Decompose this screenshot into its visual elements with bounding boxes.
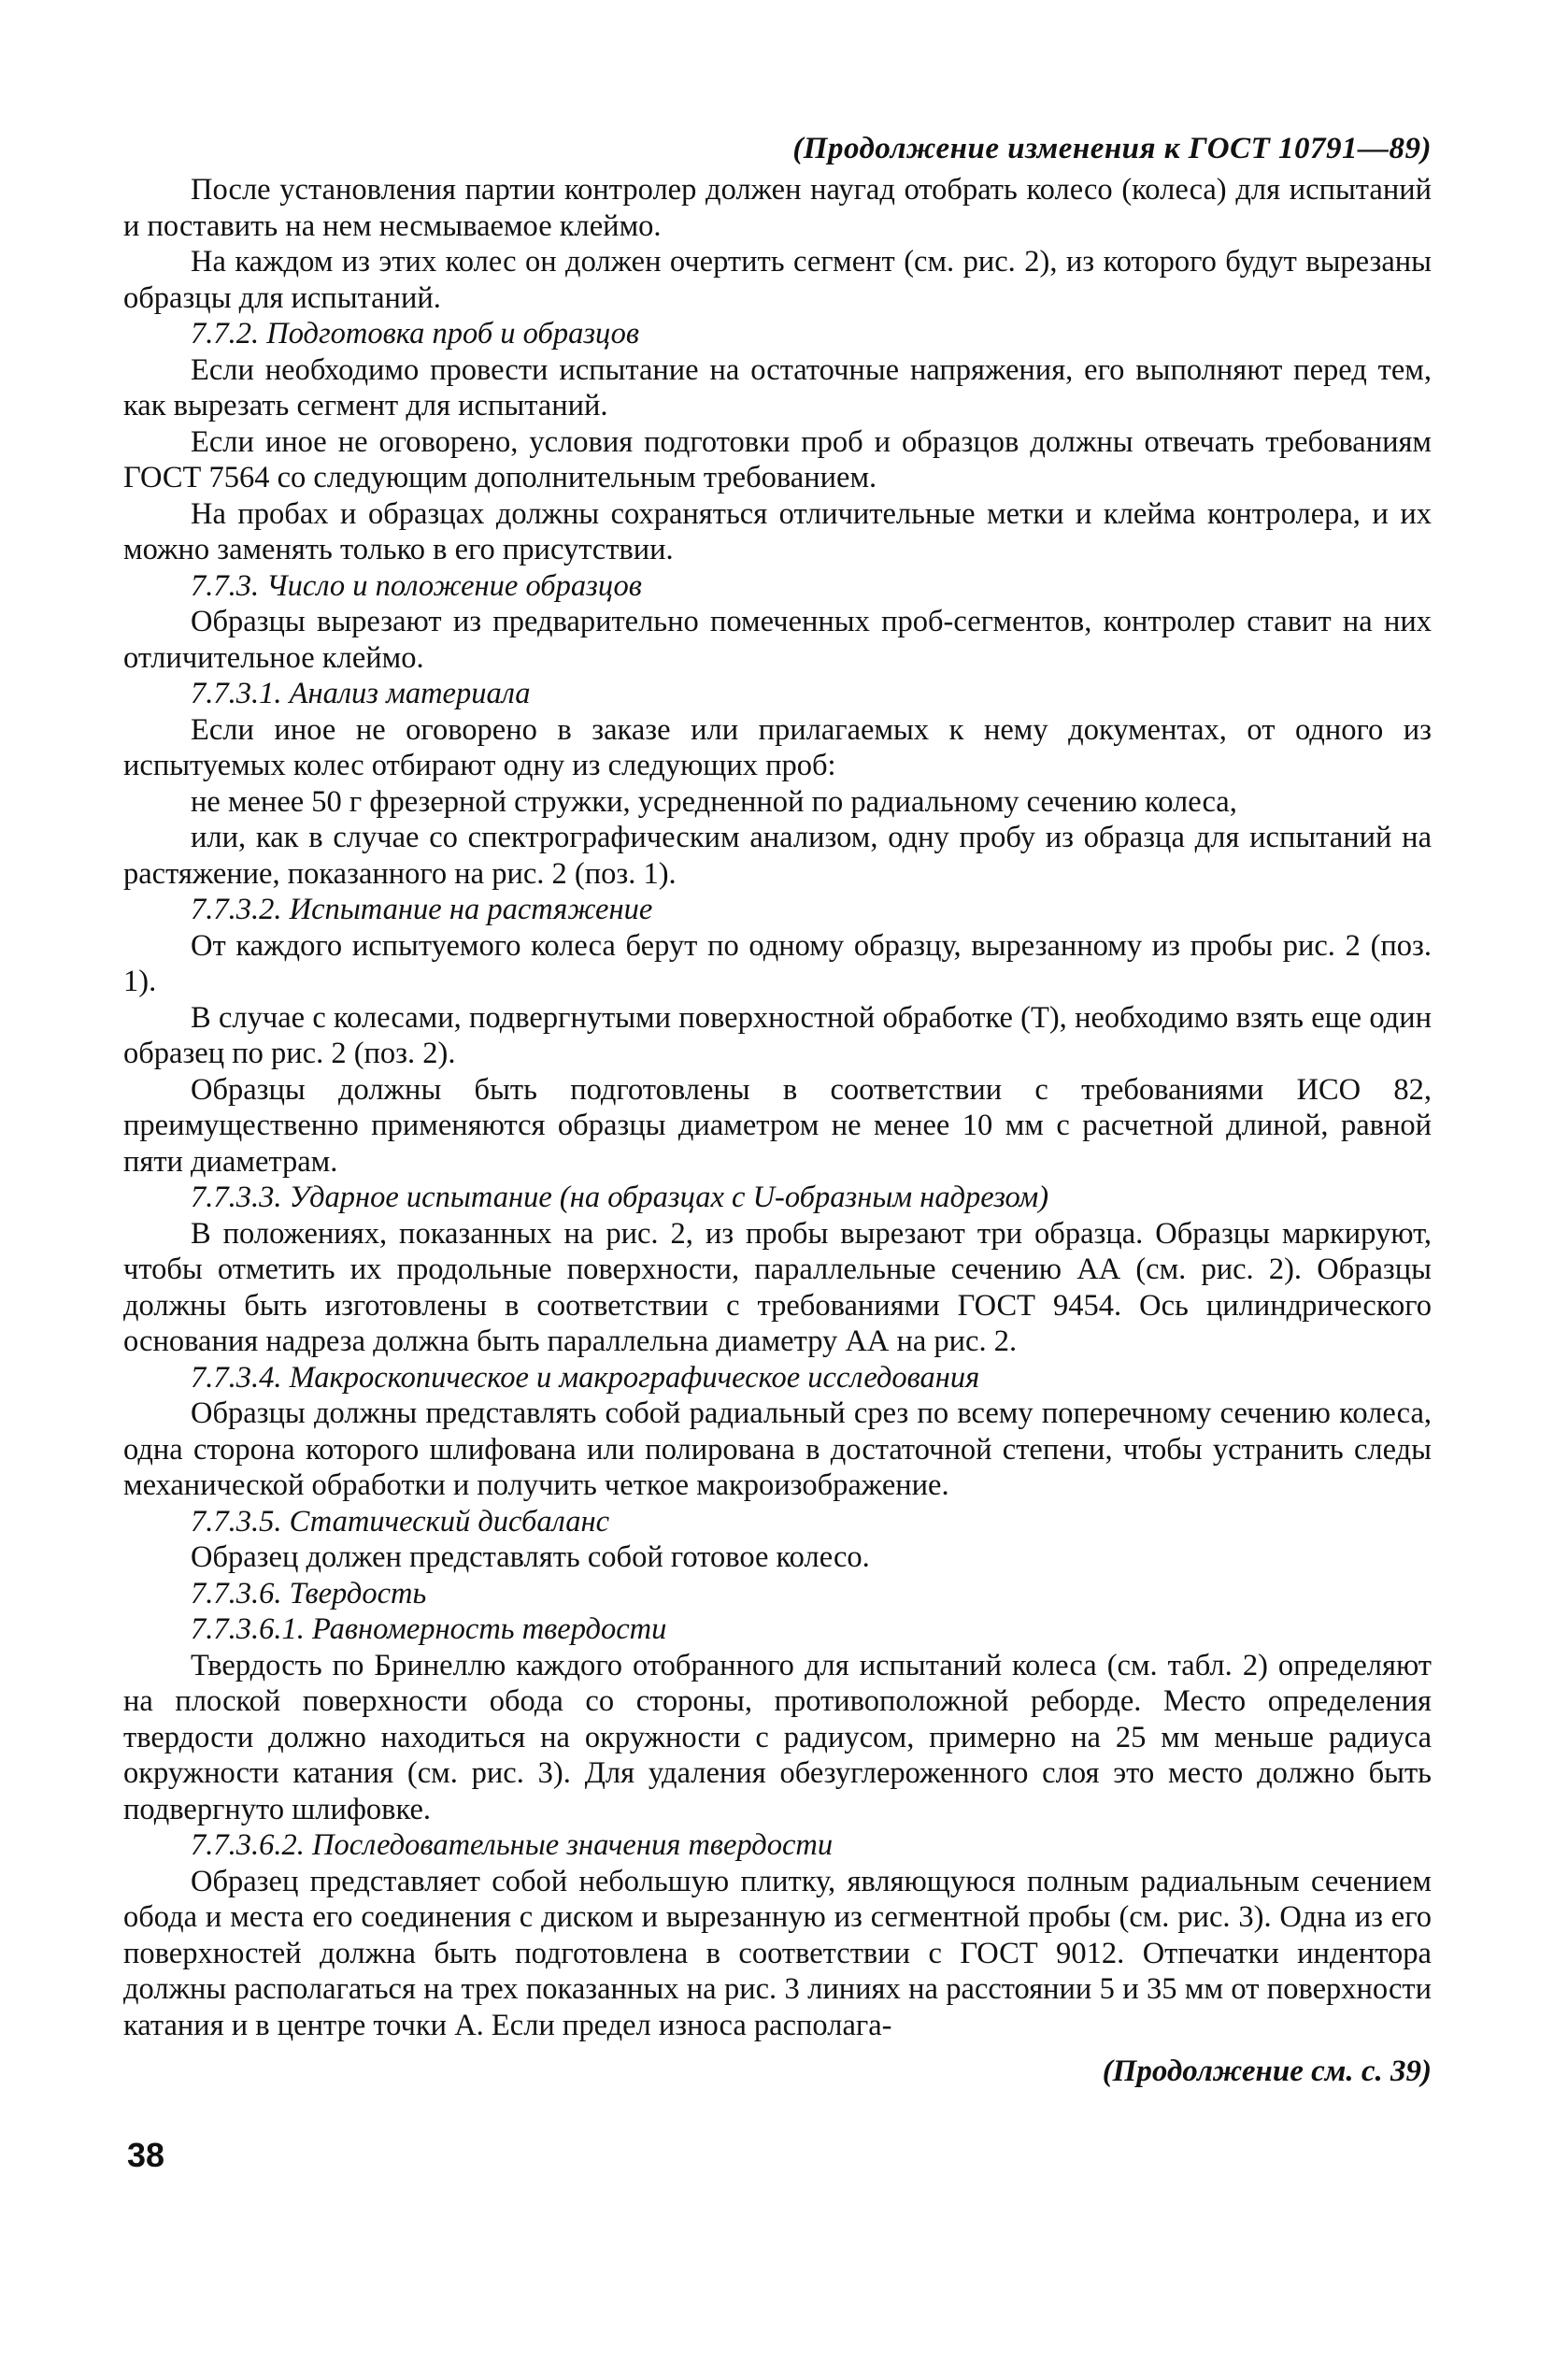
document-page bbox=[123, 131, 1432, 2090]
paragraph: Если необходимо провести испытание на остаточные напряжения, его выполняют перед тем, как вырезать сегмент для испытаний. bbox=[123, 352, 1432, 422]
body-text bbox=[123, 172, 1432, 2043]
paragraph: не менее 50 г фрезерной стружки, усредненной по радиальному сечению колеса, bbox=[191, 784, 1237, 819]
paragraph: Образцы должны быть подготовлены в соответствии с требованиями ИСО 82, преимущественно применяются образцы диаметром не менее 10 мм с расчетной длиной, равной пяти диаметрам. bbox=[123, 1072, 1432, 1179]
section-heading: 7.7.3.2. Испытание на растяжение bbox=[191, 893, 653, 926]
section-heading: 7.7.3.6.1. Равномерность твердости bbox=[191, 1612, 667, 1646]
section-heading: 7.7.3.3. Ударное испытание (на образцах с U-образным надрезом) bbox=[191, 1181, 1049, 1214]
paragraph: Образцы вырезают из предварительно помеченных проб-сегментов, контролер ставит на них отличительное клеймо. bbox=[123, 605, 1432, 675]
paragraph: В положениях, показанных на рис. 2, из пробы вырезают три образца. Образцы маркируют, чтобы отметить их продольные поверхности, параллельные сечению АА (см. рис. 2). Образцы должны быть изготовлены в соответствии с требованиями ГОСТ 9454. Ось цилиндрического основания надреза должна быть параллельна диаметру АА на рис. 2. bbox=[123, 1216, 1432, 1358]
paragraph: или, как в случае со спектрографическим анализом, одну пробу из образца для испытаний на растяжение, показанного на рис. 2 (поз. 1). bbox=[123, 821, 1432, 891]
section-heading: 7.7.3.5. Статический дисбаланс bbox=[191, 1504, 610, 1539]
section-heading: 7.7.3. Число и положение образцов bbox=[191, 568, 642, 603]
paragraph: На пробах и образцах должны сохраняться отличительные метки и клейма контролера, и их можно заменять только в его присутствии. bbox=[123, 496, 1432, 566]
running-head: (Продолжение изменения к ГОСТ 10791—89) bbox=[792, 132, 1432, 165]
section-heading: 7.7.3.6.2. Последовательные значения твердости bbox=[191, 1828, 834, 1862]
paragraph: Твердость по Бринеллю каждого отобранного для испытаний колеса (см. табл. 2) определяют на плоской поверхности обода со стороны, противоположной реборде. Место определения твердости должно находиться на окружности с радиусом, примерно на 25 мм меньше радиуса окружности катания (см. рис. 3). Для удаления обезуглероженного слоя это место должно быть подвергнуто шлифовке. bbox=[123, 1648, 1432, 1826]
paragraph: От каждого испытуемого колеса берут по одному образцу, вырезанному из пробы рис. 2 (поз. 1). bbox=[123, 928, 1432, 998]
section-heading: 7.7.3.1. Анализ материала bbox=[191, 677, 531, 710]
section-heading: 7.7.2. Подготовка проб и образцов bbox=[191, 317, 640, 351]
paragraph: Если иное не оговорено, условия подготовки проб и образцов должны отвечать требованиям ГОСТ 7564 со следующим дополнительным требованием. bbox=[123, 424, 1432, 494]
paragraph: Образцы должны представлять собой радиальный срез по всему поперечному сечению колеса, одна сторона которого шлифована или полирована в достаточной степени, чтобы устранить следы механической обработки и получить четкое макроизображение. bbox=[123, 1396, 1432, 1502]
paragraph: После установления партии контролер должен наугад отобрать колесо (колеса) для испытаний и поставить на нем несмываемое клеймо. bbox=[123, 173, 1432, 243]
section-heading: 7.7.3.6. Твердость bbox=[191, 1576, 427, 1610]
paragraph: На каждом из этих колес он должен очертить сегмент (см. рис. 2), из которого будут вырезаны образцы для испытаний. bbox=[123, 245, 1432, 315]
page-number: 38 bbox=[127, 2136, 165, 2174]
continuation-note: (Продолжение см. с. 39) bbox=[1102, 2054, 1432, 2088]
paragraph: Образец должен представлять собой готовое колесо. bbox=[191, 1540, 870, 1574]
paragraph: Образец представляет собой небольшую плитку, являющуюся полным радиальным сечением обода и места его соединения с диском и вырезанную из сегментной пробы (см. рис. 3). Одна из его поверхностей должна быть подготовлена в соответствии с ГОСТ 9012. Отпечатки индентора должны располагаться на трех показанных на рис. 3 линиях на расстоянии 5 и 35 мм от поверхности катания и в центре точки А. Если предел износа располага- bbox=[123, 1864, 1432, 2042]
paragraph: Если иное не оговорено в заказе или прилагаемых к нему документах, от одного из испытуемых колес отбирают одну из следующих проб: bbox=[123, 712, 1432, 782]
section-heading: 7.7.3.4. Макроскопическое и макрографическое исследования bbox=[191, 1360, 980, 1395]
paragraph: В случае с колесами, подвергнутыми поверхностной обработке (Т), необходимо взять еще один образец по рис. 2 (поз. 2). bbox=[123, 1000, 1432, 1070]
